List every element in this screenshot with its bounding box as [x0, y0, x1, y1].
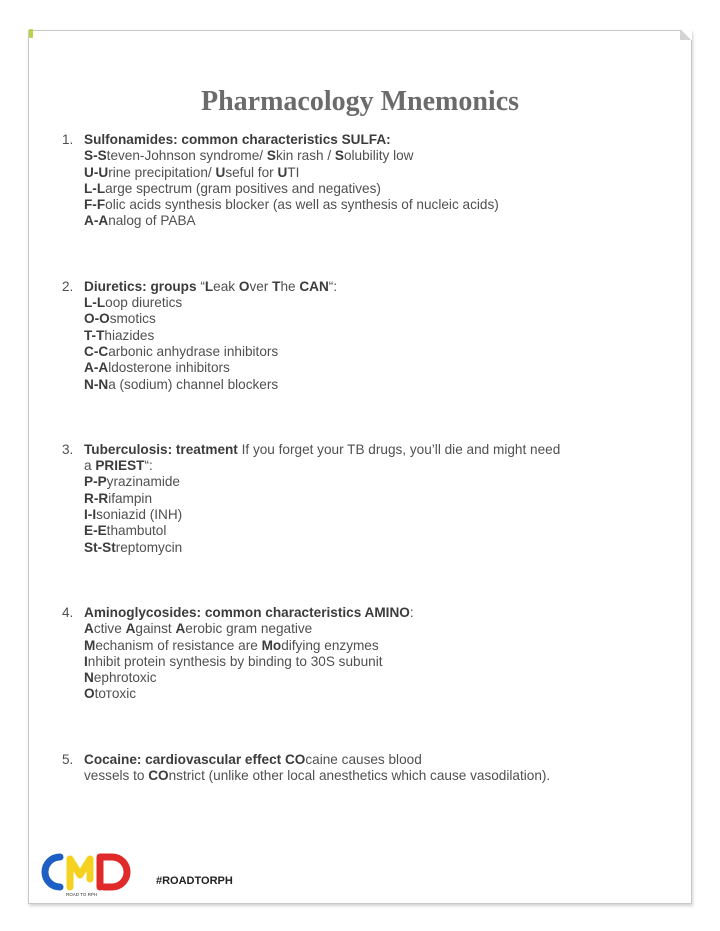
item-heading: Tuberculosis: treatment If you forget your TB drugs, you’ll die and might need — [84, 441, 561, 457]
list-item-sulfonamides — [62, 132, 662, 230]
mnemonic-line: S-Steven-Johnson syndrome/ Skin rash / Solubility low — [84, 148, 414, 164]
mnemonic-line: I-Isoniazid (INH) — [84, 507, 183, 523]
page-pin-icon — [29, 29, 33, 38]
page-corner-fold — [680, 30, 692, 40]
mnemonic-line: Active Against Aerobic gram negative — [84, 621, 313, 637]
mnemonic-line: L-Large spectrum (gram positives and negatives) — [84, 180, 381, 196]
mnemonic-line: E-Ethambutol — [84, 523, 167, 539]
mnemonic-list — [62, 132, 662, 784]
mnemonic-line: U-Urine precipitation/ Useful for UTI — [84, 164, 300, 180]
list-number: 2. — [62, 278, 74, 294]
mnemonic-line: F-Folic acids synthesis blocker (as well as synthesis of nucleic acids) — [84, 197, 499, 213]
list-number: 3. — [62, 441, 74, 457]
list-item-aminoglycosides — [62, 605, 662, 703]
mnemonic-line: R-Rifampin — [84, 490, 153, 506]
mnemonic-line: St-Streptomycin — [84, 539, 183, 555]
page-title: Pharmacology Mnemonics — [200, 86, 520, 117]
item-heading-continued: a PRIEST“: — [84, 458, 153, 474]
mnemonic-line: C-Carbonic anhydrase inhibitors — [84, 343, 279, 359]
mnemonic-line: A-Analog of PABA — [84, 213, 196, 229]
mnemonic-line: Inhibit protein synthesis by binding to 30S subunit — [84, 653, 383, 669]
roadtorph-logo — [40, 849, 136, 899]
mnemonic-line: Nephrotoxic — [84, 670, 157, 686]
mnemonic-line: O-Osmotics — [84, 311, 156, 327]
mnemonic-line: P-Pyrazinamide — [84, 474, 180, 490]
list-number: 1. — [62, 132, 74, 147]
footer-hashtag: #ROADTORPH — [156, 875, 233, 887]
item-heading: Aminoglycosides: common characteristics AMINO: — [84, 604, 414, 620]
item-heading: Diuretics: groups “Leak Over The CAN“: — [84, 278, 338, 294]
list-number: 4. — [62, 604, 74, 620]
mnemonic-line: N-Na (sodium) channel blockers — [84, 376, 279, 392]
item-heading: Sulfonamides: common characteristics SULFA: — [84, 132, 391, 147]
mnemonic-line: L-Loop diuretics — [84, 295, 183, 311]
list-item-diuretics — [62, 279, 662, 393]
list-number: 5. — [62, 751, 74, 767]
item-heading: Cocaine: cardiovascular effect COcaine causes blood — [84, 751, 422, 767]
logo-tagline: ROAD TO RPH — [66, 892, 98, 897]
list-item-tuberculosis — [62, 442, 662, 556]
mnemonic-line: Otотoxic — [84, 686, 137, 702]
list-item-cocaine — [62, 752, 662, 785]
mnemonic-line: T-Thiazides — [84, 327, 155, 343]
mnemonic-line: A-Aldosterone inhibitors — [84, 360, 230, 376]
item-text: vessels to COnstrict (unlike other local anesthetics which cause vasodilation). — [84, 768, 551, 784]
mnemonic-line: Mechanism of resistance are Modifying enzymes — [84, 637, 379, 653]
